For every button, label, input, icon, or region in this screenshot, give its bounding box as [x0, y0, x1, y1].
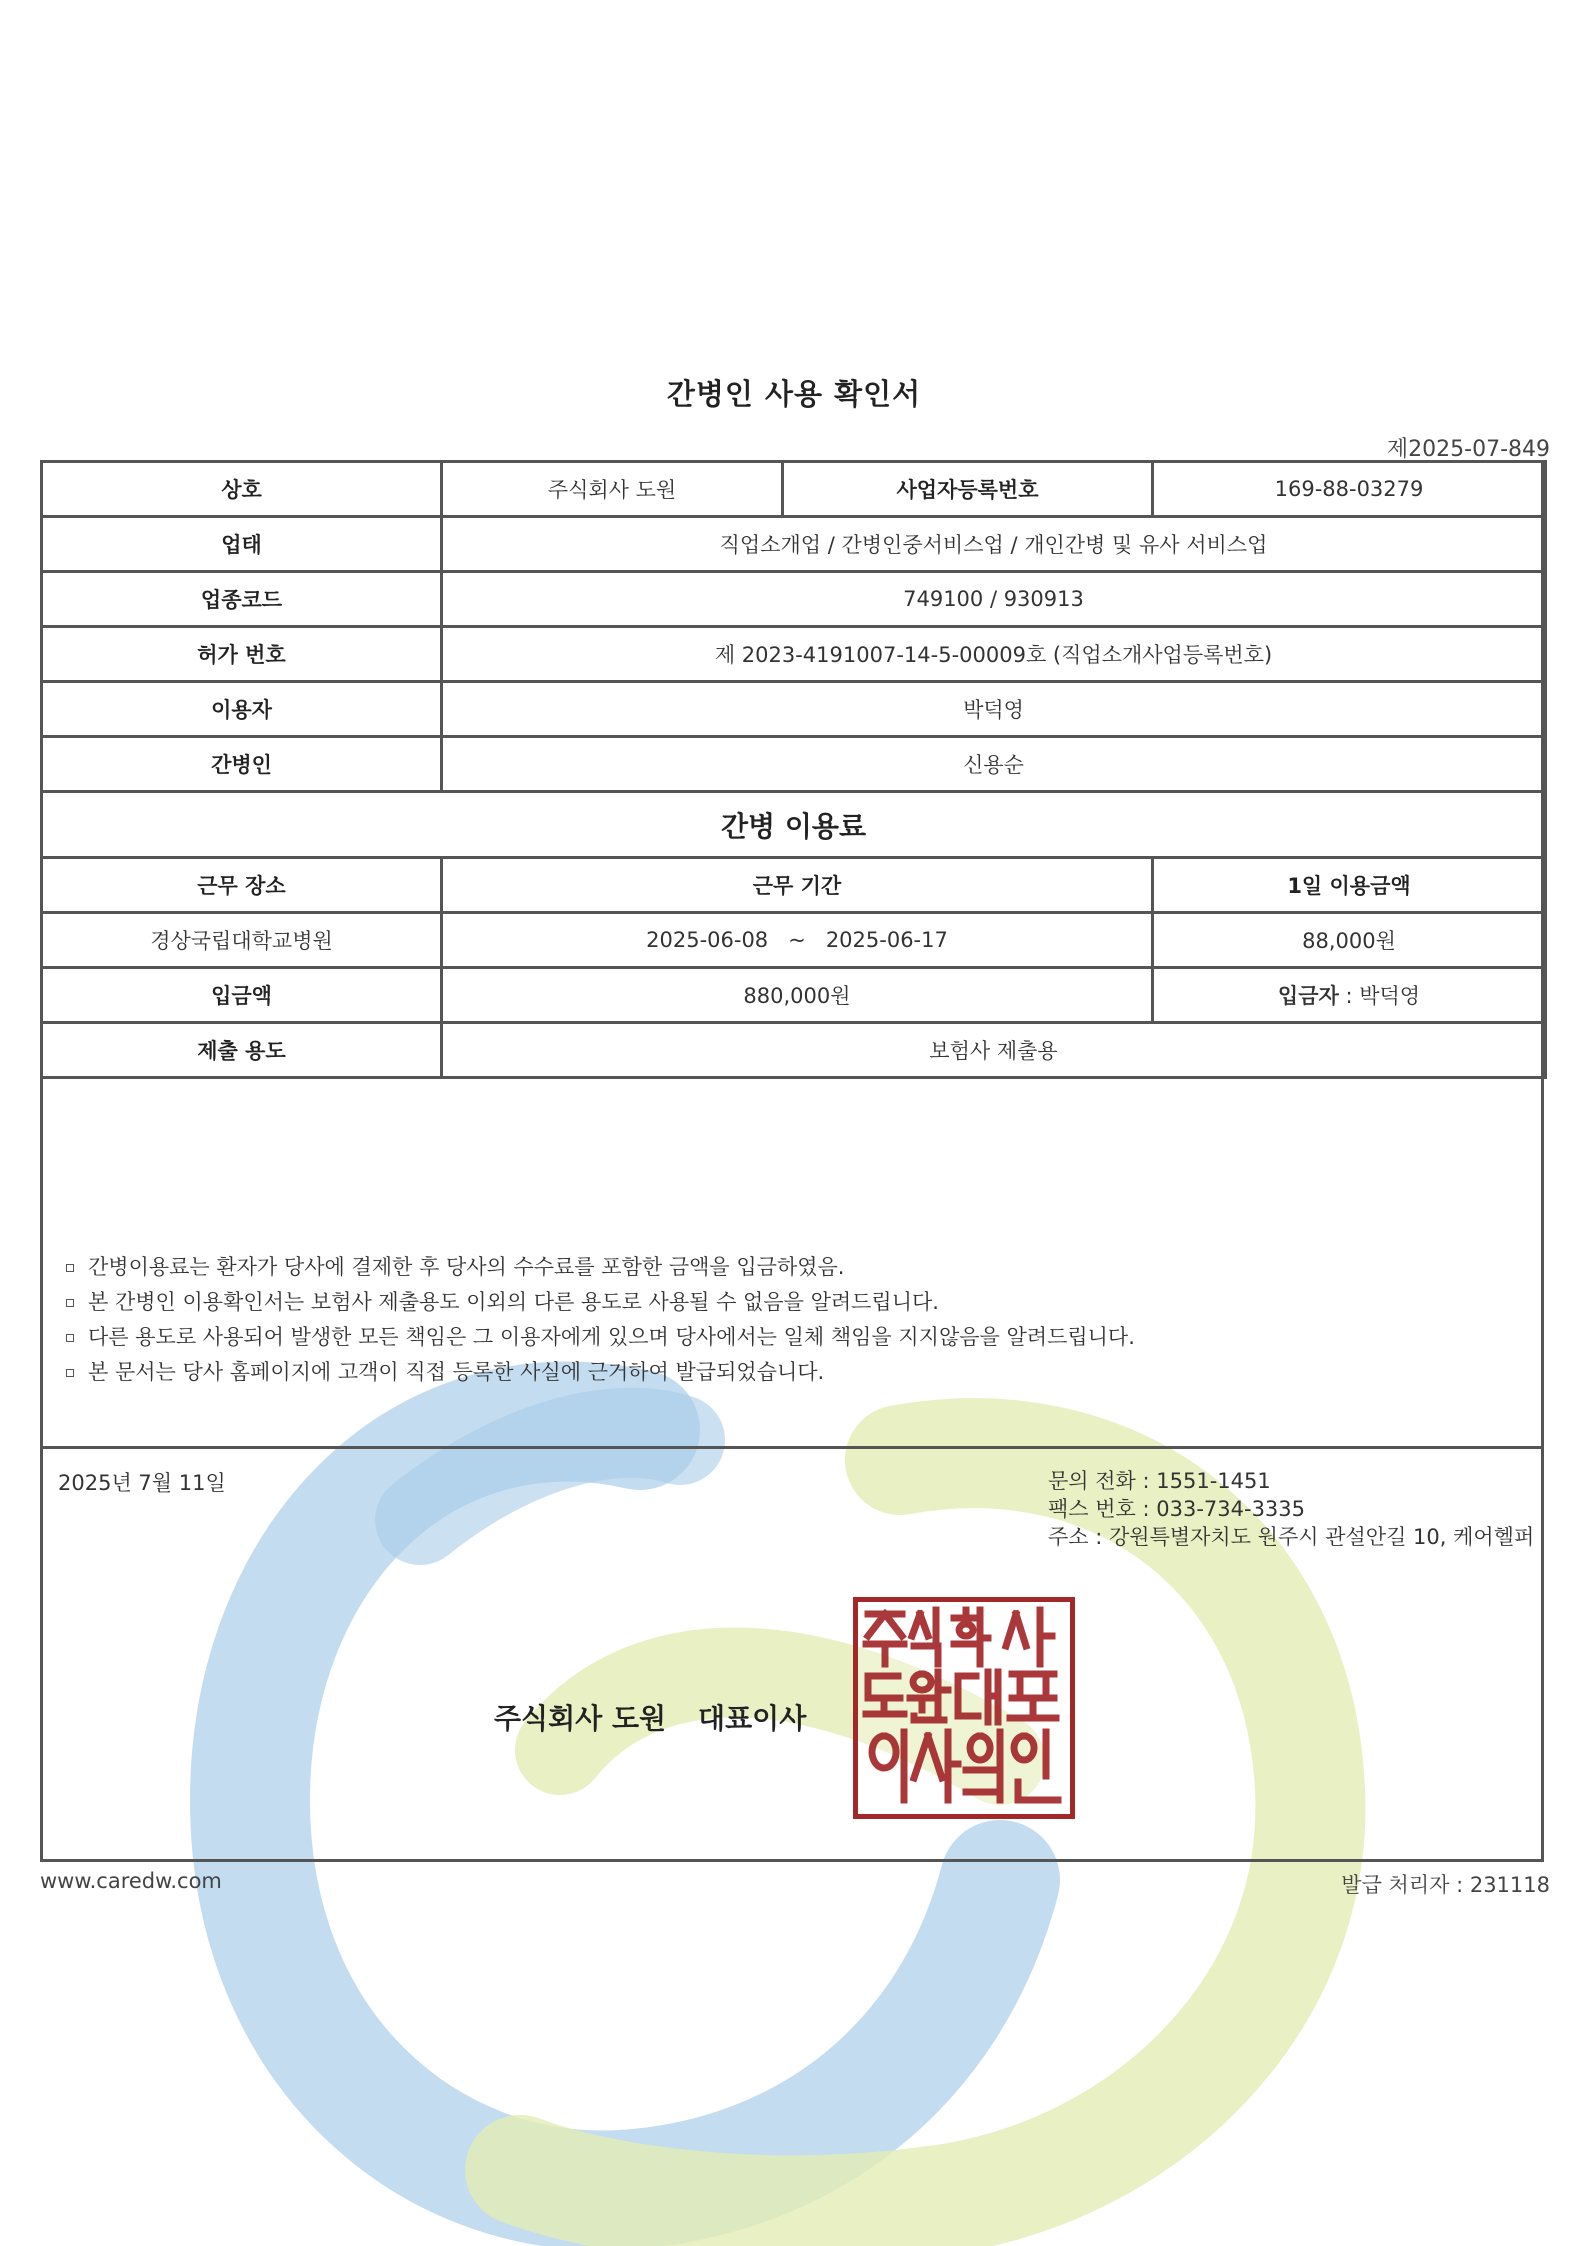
list-item: 본 문서는 당사 홈페이지에 고객이 직접 등록한 사실에 근거하여 발급되었습니다. — [64, 1355, 1504, 1390]
user-label: 이용자 — [42, 682, 442, 737]
daily-fee-label: 1일 이용금액 — [1153, 858, 1546, 913]
signature-title: 대표이사 — [698, 1702, 807, 1735]
purpose-value: 보험사 제출용 — [442, 1023, 1546, 1078]
deposit-label: 입금액 — [42, 968, 442, 1023]
document-title: 간병인 사용 확인서 — [666, 377, 922, 411]
list-item: 다른 용도로 사용되어 발생한 모든 책임은 그 이용자에게 있으며 당사에서는 일체 책임을 지지않음을 알려드립니다. — [64, 1320, 1504, 1355]
contact-phone: 문의 전화 : 1551-1451 — [1048, 1469, 1271, 1493]
caregiver-value: 신용순 — [442, 737, 1546, 792]
permit-number-value: 제 2023-4191007-14-5-00009호 (직업소개사업등록번호) — [442, 627, 1546, 682]
business-reg-label: 사업자등록번호 — [783, 462, 1153, 517]
industry-code-value: 749100 / 930913 — [442, 572, 1546, 627]
payer-label: 입금자 — [1277, 984, 1339, 1008]
work-period-label: 근무 기간 — [442, 858, 1153, 913]
signature-company: 주식회사 도원 — [494, 1702, 667, 1735]
work-period-value: 2025-06-08 ~ 2025-06-17 — [442, 913, 1153, 968]
payer-value: 박덕영 — [1359, 984, 1421, 1008]
table-row — [42, 1023, 1546, 1078]
list-item: 간병이용료는 환자가 당사에 결제한 후 당사의 수수료를 포함한 금액을 입금하였음. — [64, 1250, 1504, 1285]
table-row — [42, 462, 1546, 517]
business-reg-value: 169-88-03279 — [1153, 462, 1546, 517]
company-name-value: 주식회사 도원 — [442, 462, 783, 517]
list-item: 본 간병인 이용확인서는 보험사 제출용도 이외의 다른 용도로 사용될 수 없음을 알려드립니다. — [64, 1285, 1504, 1320]
table-row — [42, 968, 1546, 1023]
purpose-label: 제출 용도 — [42, 1023, 442, 1078]
payer-separator: : — [1338, 984, 1360, 1008]
deposit-value: 880,000원 — [442, 968, 1153, 1023]
work-place-value: 경상국립대학교병원 — [42, 913, 442, 968]
seal-glyphs — [858, 1602, 1070, 1814]
contact-info — [1048, 1467, 1534, 1551]
table-row — [42, 517, 1546, 572]
document-number: 제2025-07-849 — [1386, 437, 1550, 462]
industry-code-label: 업종코드 — [42, 572, 442, 627]
table-row — [42, 682, 1546, 737]
website-link[interactable]: www.caredw.com — [40, 1869, 222, 1893]
table-row — [42, 737, 1546, 792]
section-divider — [40, 1446, 1544, 1449]
caregiver-label: 간병인 — [42, 737, 442, 792]
contact-address: 주소 : 강원특별자치도 원주시 관설안길 10, 케어헬퍼 — [1048, 1525, 1535, 1549]
signature-line — [494, 1697, 806, 1737]
info-table — [40, 460, 1547, 1079]
work-place-label: 근무 장소 — [42, 858, 442, 913]
notes-list — [64, 1250, 1504, 1390]
issuer-id: 발급 처리자 : 231118 — [1341, 1873, 1550, 1897]
table-row — [42, 792, 1546, 858]
permit-number-label: 허가 번호 — [42, 627, 442, 682]
daily-fee-value: 88,000원 — [1153, 913, 1546, 968]
fee-section-title: 간병 이용료 — [42, 792, 1546, 858]
issue-date: 2025년 7월 11일 — [58, 1471, 226, 1495]
table-row — [42, 913, 1546, 968]
business-type-value: 직업소개업 / 간병인중서비스업 / 개인간병 및 유사 서비스업 — [442, 517, 1546, 572]
company-name-label: 상호 — [42, 462, 442, 517]
company-seal-stamp — [853, 1597, 1075, 1819]
table-row — [42, 858, 1546, 913]
payer-cell — [1153, 968, 1546, 1023]
user-value: 박덕영 — [442, 682, 1546, 737]
table-row — [42, 627, 1546, 682]
table-row — [42, 572, 1546, 627]
contact-fax: 팩스 번호 : 033-734-3335 — [1048, 1497, 1306, 1521]
business-type-label: 업태 — [42, 517, 442, 572]
